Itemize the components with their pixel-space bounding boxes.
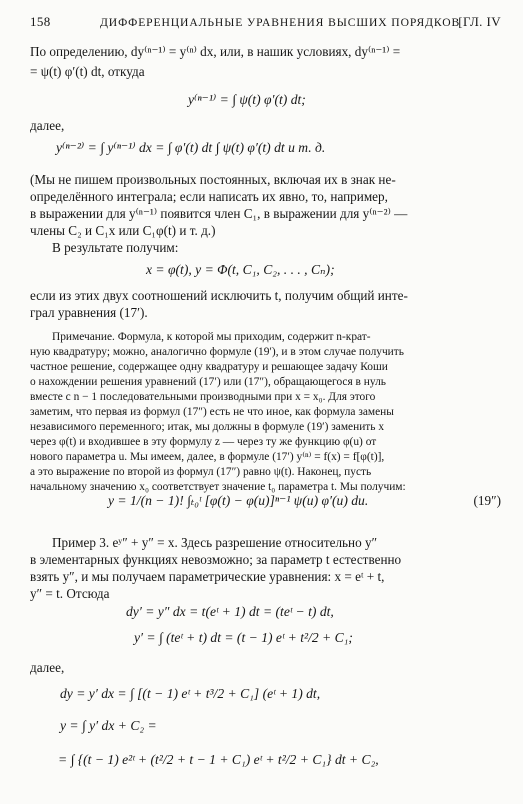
note-line: а это выражение по второй из формул (17″) равно ψ(t). Наконец, пусть [30, 466, 372, 478]
formula-number: (19″) [473, 493, 501, 508]
text-line: далее, [30, 118, 65, 133]
formula-line: = ∫ {(t − 1) e²ᵗ + (t²/2 + t − 1 + C₁) eᵗ + t²/2 + C₁} dt + C₂, [58, 752, 379, 767]
formula-line: y = ∫ y′ dx + C₂ = [60, 718, 157, 733]
text-line: В результате получим: [52, 240, 179, 255]
formula-line: dy′ = y″ dx = t(eᵗ + 1) dt = (teᵗ − t) dt, [126, 604, 334, 619]
note-line: независимого переменного; итак, мы должны в формуле (19′) заменить x [30, 421, 385, 433]
formula-line: y′ = ∫ (teᵗ + t) dt = (t − 1) eᵗ + t²/2 + C₁; [134, 630, 353, 645]
note-line: вместе с n − 1 последовательными производными при x = x₀. Для этого [30, 391, 376, 403]
text-line: если из этих двух соотношений исключить t, получим общий инте- [30, 288, 408, 303]
text-line: (Мы не пишем произвольных постоянных, включая их в знак не- [30, 172, 396, 187]
running-header-title: ДИФФЕРЕНЦИАЛЬНЫЕ УРАВНЕНИЯ ВЫСШИХ ПОРЯДКОВ [100, 16, 461, 29]
chapter-label: [ГЛ. IV [458, 14, 501, 29]
formula-line: y⁽ⁿ⁻¹⁾ = ∫ ψ(t) φ′(t) dt; [188, 92, 306, 107]
formula-line: x = φ(t), y = Φ(t, C₁, C₂, . . . , Cₙ); [146, 262, 335, 277]
text-line: в элементарных функциях невозможно; за параметр t естественно [30, 552, 402, 567]
note-line: Примечание. Формула, к которой мы приходим, содержит n-крат- [52, 331, 371, 343]
text-line: члены C₂ и C₁x или C₁φ(t) и т. д.) [30, 223, 216, 238]
text-line: = ψ(t) φ′(t) dt, откуда [30, 64, 145, 79]
note-line: частное решение, содержащее одну квадратуру и решающее задачу Коши [30, 361, 388, 373]
text-line: грал уравнения (17′). [30, 305, 148, 320]
text-line: По определению, dy⁽ⁿ⁻¹⁾ = y⁽ⁿ⁾ dx, или, в нашик условиях, dy⁽ⁿ⁻¹⁾ = [30, 44, 401, 59]
note-line: через φ(t) и входившее в эту формулу z — через ту же функцию φ(u) от [30, 436, 377, 448]
text-line: в выражении для y⁽ⁿ⁻¹⁾ появится член C₁, в выражении для y⁽ⁿ⁻²⁾ — [30, 206, 408, 221]
note-line: заметим, что первая из формул (17″) есть не что иное, как формула замены [30, 406, 394, 418]
note-line: нового параметра u. Мы имеем, далее, в формуле (17′) y⁽ⁿ⁾ = f(x) = f[φ(t)], [30, 451, 385, 463]
example-line: Пример 3. eʸ″ + y″ = x. Здесь разрешение относительно y″ [52, 535, 378, 550]
formula-line: dy = y′ dx = ∫ [(t − 1) eᵗ + t³/2 + C₁] (eᵗ + 1) dt, [60, 686, 321, 701]
page-number: 158 [30, 14, 51, 29]
note-line: начальному значению x₀ соответствует значение t₀ параметра t. Мы получим: [30, 481, 406, 493]
text-line: взять y″, и мы получаем параметрические уравнения: x = eᵗ + t, [30, 569, 385, 584]
text-line: определённого интеграла; если написать их явно, то, например, [30, 189, 388, 204]
formula-19-line: y = 1/(n − 1)! ∫ₜ₀ᵗ [φ(t) − φ(u)]ⁿ⁻¹ ψ(u) φ′(u) du. [108, 493, 369, 508]
text-line: y″ = t. Отсюда [30, 586, 110, 601]
formula-line: y⁽ⁿ⁻²⁾ = ∫ y⁽ⁿ⁻¹⁾ dx = ∫ φ′(t) dt ∫ ψ(t) φ′(t) dt и т. д. [56, 140, 326, 155]
text-line: далее, [30, 660, 65, 675]
note-line: ную квадратуру; можно, аналогично формуле (19′), и в этом случае получить [30, 346, 404, 358]
note-line: о нахождении решения уравнений (17′) или (17″), обращающегося в нуль [30, 376, 386, 388]
